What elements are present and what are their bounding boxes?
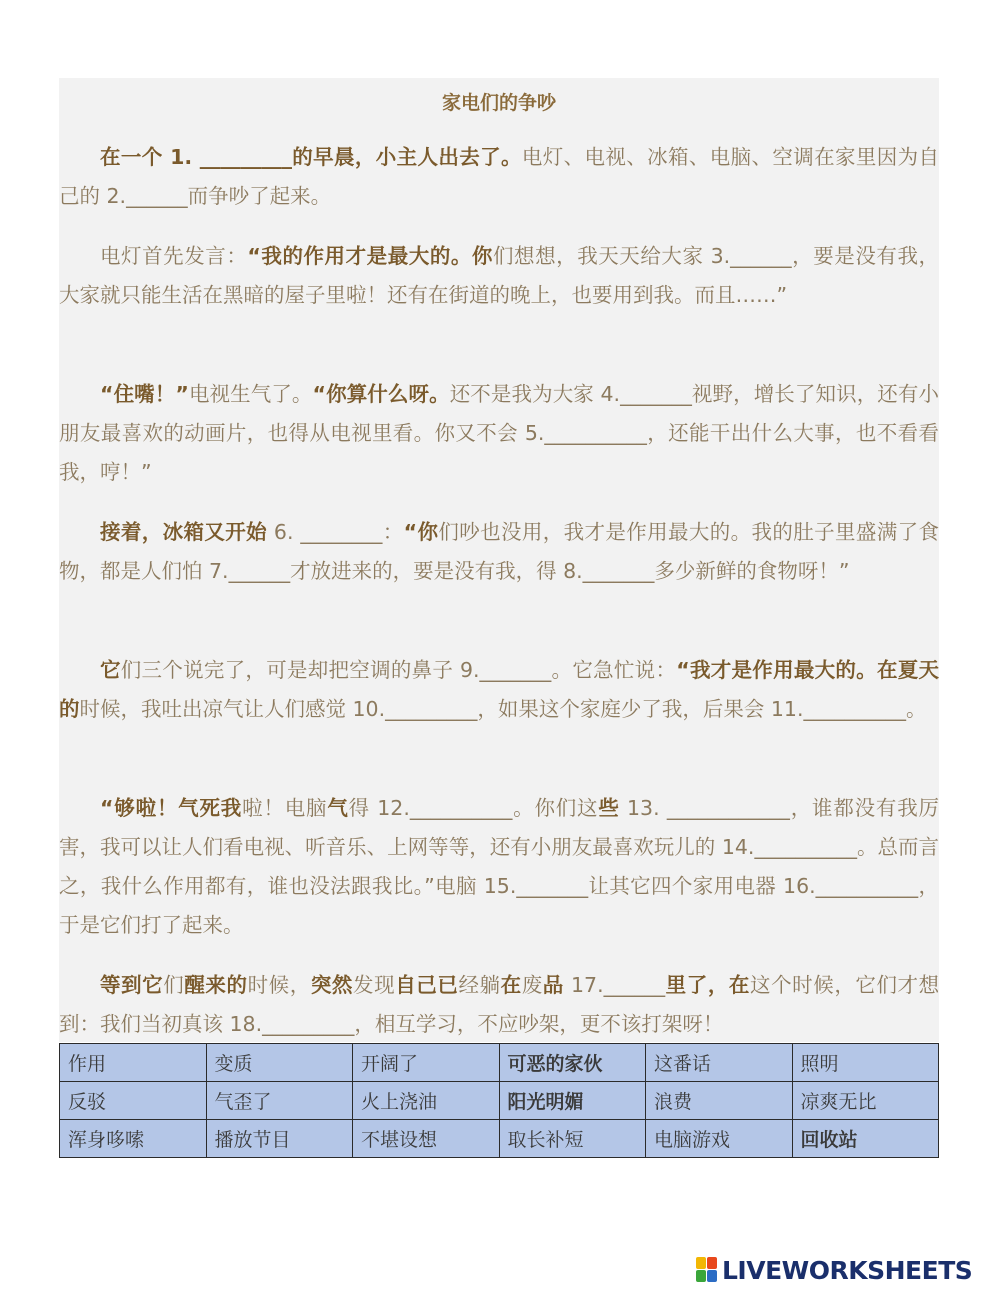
- word-bank-table: [59, 1043, 939, 1158]
- paragraph-2: [59, 237, 939, 315]
- paragraph-text-segment: “你算什么呀。: [312, 382, 450, 406]
- word-bank-cell: 照明: [792, 1044, 939, 1082]
- paragraph-text-segment: 接着，冰箱又开始: [100, 520, 268, 544]
- paragraph-text-segment: 电视生气了。: [188, 382, 313, 406]
- word-bank-cell: 变质: [206, 1044, 353, 1082]
- word-bank-row: [60, 1082, 939, 1120]
- paragraph-text-segment: 废: [521, 973, 543, 997]
- paragraph-text-segment: 在一个 1. _________的早晨，小主人出去了。: [100, 145, 522, 169]
- word-bank-cell: 电脑游戏: [646, 1120, 793, 1158]
- word-bank-cell: 播放节目: [206, 1120, 353, 1158]
- paragraph-text-segment: 里了，在: [665, 973, 750, 997]
- logo-text: LIVEWORKSHEETS: [722, 1255, 973, 1285]
- paragraph-7: [59, 966, 939, 1044]
- paragraph-text-segment: 些: [598, 796, 620, 820]
- word-bank-cell: 取长补短: [499, 1120, 646, 1158]
- paragraph-text-segment: 醒来的: [184, 973, 248, 997]
- paragraph-text-segment: 还不是我为大家 4._______视野，增长了知识，还有小朋友最喜欢的动画片，也得从电视里看。你又不会 5.__________，还能干出什么大事，也不看看我，哼！”: [59, 382, 939, 484]
- word-bank-cell: 浪费: [646, 1082, 793, 1120]
- word-bank-cell: 浑身哆嗦: [60, 1120, 207, 1158]
- paragraph-text-segment: 突然: [310, 973, 354, 997]
- paragraph-text-segment: 时候，我吐出凉气让人们感觉 10._________，如果这个家庭少了我，后果会 11.__________。: [79, 697, 927, 721]
- paragraph-text-segment: 这个时候，它们才想到：我们当初真该 18._________，相互学习，不应吵架，更不该打架呀！: [59, 973, 940, 1036]
- paragraph-text-segment: 经躺: [458, 973, 501, 997]
- word-bank-cell: 开阔了: [353, 1044, 500, 1082]
- logo-blocks-icon: [696, 1257, 718, 1283]
- word-bank-cell: 回收站: [792, 1120, 939, 1158]
- paragraph-1: [59, 138, 939, 216]
- paragraph-text-segment: 得 12.__________。你们这: [348, 796, 599, 820]
- word-bank-cell: 火上浇油: [353, 1082, 500, 1120]
- paragraph-text-segment: 电灯首先发言：: [100, 244, 248, 268]
- worksheet-title: 家电们的争吵: [441, 92, 556, 114]
- word-bank-cell: 不堪设想: [353, 1120, 500, 1158]
- paragraph-text-segment: 们: [163, 973, 185, 997]
- paragraph-text-segment: 时候，: [247, 973, 311, 997]
- word-bank-cell: 反驳: [60, 1082, 207, 1120]
- paragraph-text-segment: 气: [327, 796, 349, 820]
- word-bank-cell: 作用: [60, 1044, 207, 1082]
- paragraph-text-segment: 电灯、电视、冰箱、电脑、空调在家里因为自己的 2.______而争吵了起来。: [59, 145, 940, 208]
- paragraph-text-segment: 品: [542, 973, 564, 997]
- word-bank-cell: 阳光明媚: [499, 1082, 646, 1120]
- paragraph-text-segment: 13. ____________，谁都没有我厉害，我可以让人们看电视、听音乐、上网等等，还有小朋友最喜欢玩儿的 14.__________。总而言之，我什么作用都有，谁也没法跟我比。”电脑 15._______让其它四个家用电器 16.__________，于是它们打了起来。: [59, 796, 940, 937]
- word-bank-cell: 气歪了: [206, 1082, 353, 1120]
- paragraph-3: [59, 375, 939, 492]
- paragraph-text-segment: 们吵也没用，我才是作用最大的。我的肚子里盛满了食物，都是人们怕 7.______才放进来的，要是没有我，得 8._______多少新鲜的食物呀！”: [59, 520, 940, 583]
- paragraph-text-segment: “够啦！气死我: [100, 796, 243, 820]
- paragraph-5: [59, 651, 939, 729]
- paragraph-text-segment: 它: [100, 658, 121, 682]
- paragraph-text-segment: 们三个说完了，可是却把空调的鼻子 9._______。它急忙说：: [120, 658, 677, 682]
- paragraph-text-segment: 6. ________：: [267, 520, 404, 544]
- paragraph-text-segment: “住嘴！”: [100, 382, 189, 406]
- paragraph-text-segment: 在: [500, 973, 522, 997]
- paragraph-4: [59, 513, 939, 591]
- liveworksheets-logo: [696, 1255, 972, 1285]
- paragraph-text-segment: 发现: [353, 973, 396, 997]
- word-bank-cell: 这番话: [646, 1044, 793, 1082]
- paragraph-text-segment: “我的作用才是最大的。你: [247, 244, 493, 268]
- paragraph-text-segment: “你: [403, 520, 439, 544]
- paragraph-text-segment: 啦！电脑: [242, 796, 328, 820]
- word-bank-row: [60, 1120, 939, 1158]
- word-bank-row: [60, 1044, 939, 1082]
- word-bank-cell: 可恶的家伙: [499, 1044, 646, 1082]
- paragraph-6: [59, 789, 939, 945]
- paragraph-text-segment: 们想想，我天天给大家 3.______，要是没有我，大家就只能生活在黑暗的屋子里啦！还有在街道的晚上，也要用到我。而且……”: [59, 244, 940, 307]
- paragraph-text-segment: “我才是作用最大的。在夏天的: [59, 658, 939, 721]
- paragraph-text-segment: 自己已: [395, 973, 459, 997]
- paragraph-text-segment: 等到它: [100, 973, 164, 997]
- word-bank-cell: 凉爽无比: [792, 1082, 939, 1120]
- paragraph-text-segment: 17.______: [563, 973, 666, 997]
